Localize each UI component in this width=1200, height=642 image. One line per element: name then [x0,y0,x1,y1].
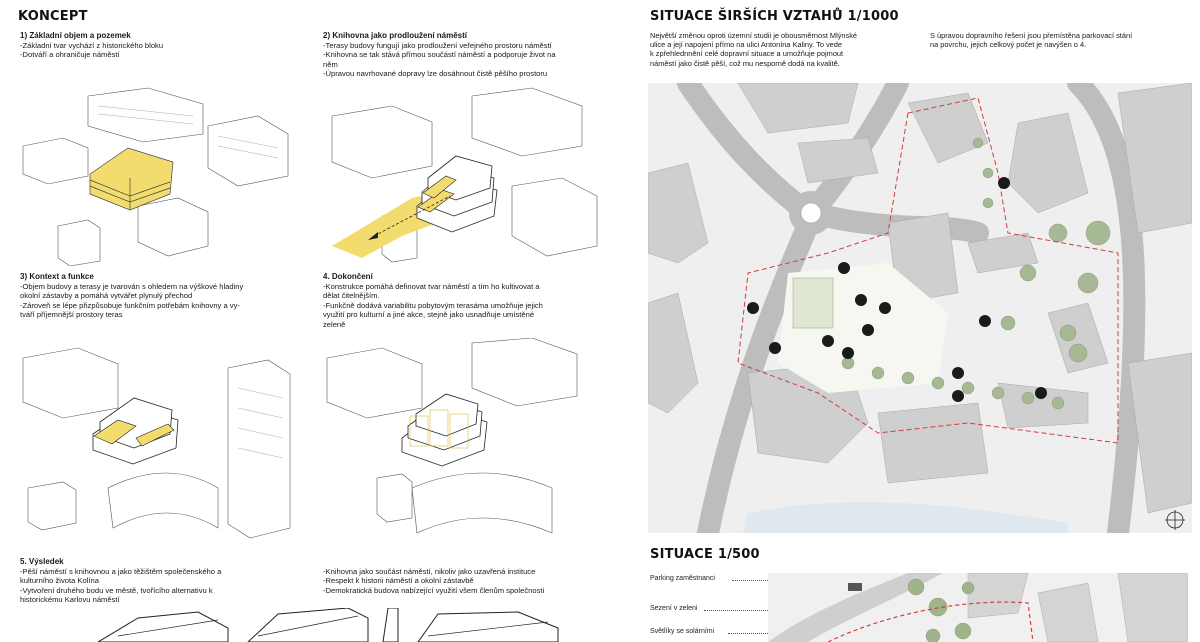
car-icon [848,583,862,591]
step-title: 5. Výsledek [20,557,64,566]
legend-seating: Sezení v zeleni [650,605,698,612]
result-axonometric-diagram [98,608,568,642]
concept-step-3 [20,272,310,320]
step-title: 4. Dokončení [323,272,373,281]
building-volume [90,148,173,210]
concept-step-4 [323,272,623,329]
axonometric-diagram-3 [18,338,293,543]
axonometric-diagram-2 [322,86,602,266]
step-text: -Základní tvar vychází z historického bloku -Dotváří a ohraničuje náměstí [20,41,164,60]
legend-skylights: Světlíky se solárními [650,628,715,635]
concept-step-1 [20,31,310,60]
step-text: -Terasy budovy fungují jako prodloužení veřejného prostoru náměstí -Knihovna se tak stává přímou součástí náměstí a podporuje život na něm -Úpravou navrhované dopravy lze dosáhnout čistě pěšího prostoru [323,41,556,79]
legend-parking: Parking zaměstnanci [650,575,715,582]
axonometric-diagram-1 [18,86,293,266]
situation-1000-title: SITUACE ŠIRŠÍCH VZTAHŮ 1/1000 [650,9,899,24]
concept-step-2 [323,31,623,79]
step-title: 1) Základní objem a pozemek [20,31,131,40]
step-text: -Konstrukce pomáhá definovat tvar náměstí a tím ho kultivovat a dělat čitelnějším. -Funkčně dodává variabilitu pobytovým terasáma umožňuje jejich využití pro kulturní a jiné akce, stejně jako usnadňuje umístěné zeleně [323,282,543,329]
situation-1000-text-left: Největší změnou oproti územní studii je obousměrnost Mlýnské ulice a její napojení přímo na ulici Antonína Kaliny. To vede k zpřehlednnění celé dopravní situace a umožňuje pojmout náměstí jako čistě pěší, což mu nesporně dodá na kvalitě. [650,31,858,68]
site-plan-500 [768,573,1188,642]
step-text: -Objem budovy a terasy je tvarován s ohledem na výškové hladiny okolní zástavby a pomáhá vytvářet plynulý přechod -Zároveň se lépe přizpůsobuje funkčním potřebám knihovny a vy- tváří příjemnější prostory teras [20,282,244,320]
concept-title: KONCEPT [18,9,88,24]
step-title: 3) Kontext a funkce [20,272,94,281]
step-title: 2) Knihovna jako prodloužení náměstí [323,31,468,40]
green-area [793,278,833,328]
step-text: -Pěší náměstí s knihovnou a jako těžištěm společenského a kulturního života Kolína -Vytvoření druhého bodu ve městě, tvořícího alternativu k historickému Karlovu náměstí [20,567,222,605]
site-plan-1000 [648,83,1192,533]
situation-500-title: SITUACE 1/500 [650,547,760,562]
situation-1000-text-right: S úpravou dopravního řešení jsou přemístěna parkovací stání na povrchu, jejich celkový počet je navýšen o 4. [930,31,1133,50]
concept-step-5 [20,557,310,605]
result-points: -Knihovna jako součást náměstí, nikoliv jako uzavřená instituce -Respekt k historii náměstí a okolní zástavbě -Demokratická budova nabízející využití všem členům společnosti [323,567,545,595]
axonometric-diagram-4 [322,338,602,543]
